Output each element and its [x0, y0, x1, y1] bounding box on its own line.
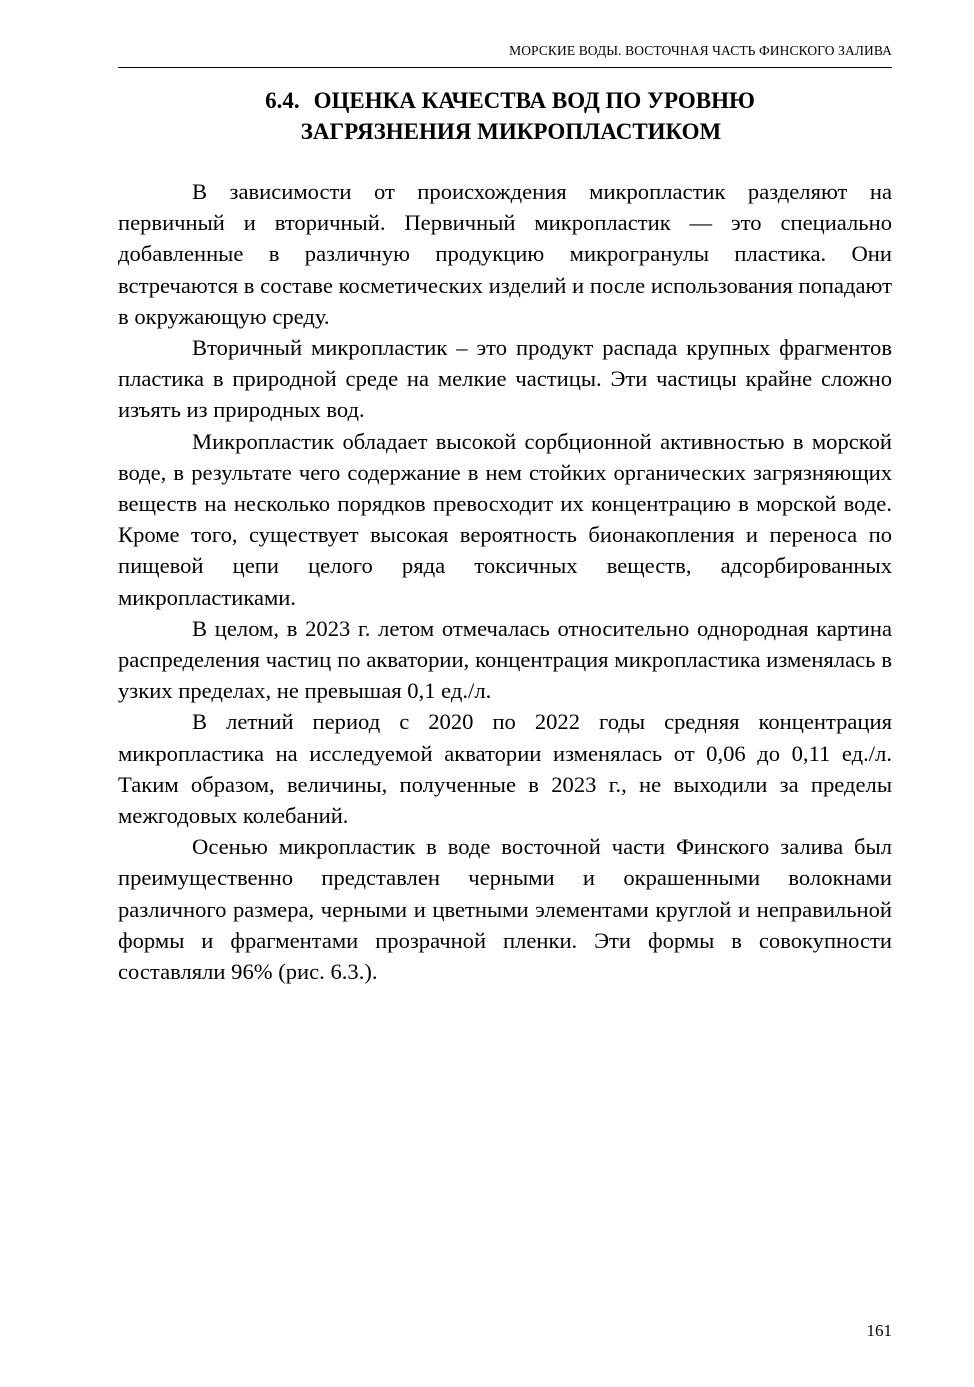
paragraph-microplastic-origin: В зависимости от происхождения микропластик разделяют на первичный и вторичный. Первичный микропластик — это специально добавленные в различную продукцию микрогранулы пластика. Они встречаются в составе косметических изделий и после использования попадают в окружающую среду. — [118, 179, 892, 329]
section-number: 6.4. — [265, 88, 300, 113]
header-divider — [118, 67, 892, 68]
section-title-line-1 — [118, 85, 892, 116]
section-title — [118, 85, 892, 147]
body-text — [118, 176, 892, 987]
running-header: МОРСКИЕ ВОДЫ. ВОСТОЧНАЯ ЧАСТЬ ФИНСКОГО ЗАЛИВА — [509, 43, 892, 58]
paragraph-2020-2022-comparison: В летний период с 2020 по 2022 годы средняя концентрация микропластика на исследуемой акватории изменялась от 0,06 до 0,11 ед./л. Таким образом, величины, полученные в 2023 г., не выходили за пределы межгодовых колебаний. — [118, 709, 892, 829]
section-title-line-2: ЗАГРЯЗНЕНИЯ МИКРОПЛАСТИКОМ — [300, 119, 722, 144]
paragraph-secondary-microplastic: Вторичный микропластик – это продукт распада крупных фрагментов пластика в природной среде на мелкие частицы. Эти частицы крайне сложно изъять из природных вод. — [118, 335, 892, 423]
paragraph-summer-2023-distribution: В целом, в 2023 г. летом отмечалась относительно однородная картина распределения частиц по акватории, концентрация микропластика изменялась в узких пределах, не превышая 0,1 ед./л. — [118, 615, 892, 704]
page-number: 161 — [866, 1321, 892, 1340]
paragraph-autumn-composition: Осенью микропластик в воде восточной части Финского залива был преимущественно представлен черными и окрашенными волокнами различного размера, черными и цветными элементами круглой и неправильной формы и фрагментами прозрачной пленки. Эти формы в совокупности составляли 96% (рис. 6.3.). — [118, 834, 892, 985]
section-title-text-1: ОЦЕНКА КАЧЕСТВА ВОД ПО УРОВНЮ — [313, 88, 755, 113]
paragraph-sorption-activity: Микропластик обладает высокой сорбционной активностью в морской воде, в результате чего содержание в нем стойких органических загрязняющих веществ на несколько порядков превосходит их концентрацию в морской воде. Кроме того, существует высокая вероятность бионакопления и переноса по пищевой цепи целого ряда токсичных веществ, адсорбированных микропластиками. — [118, 428, 892, 610]
